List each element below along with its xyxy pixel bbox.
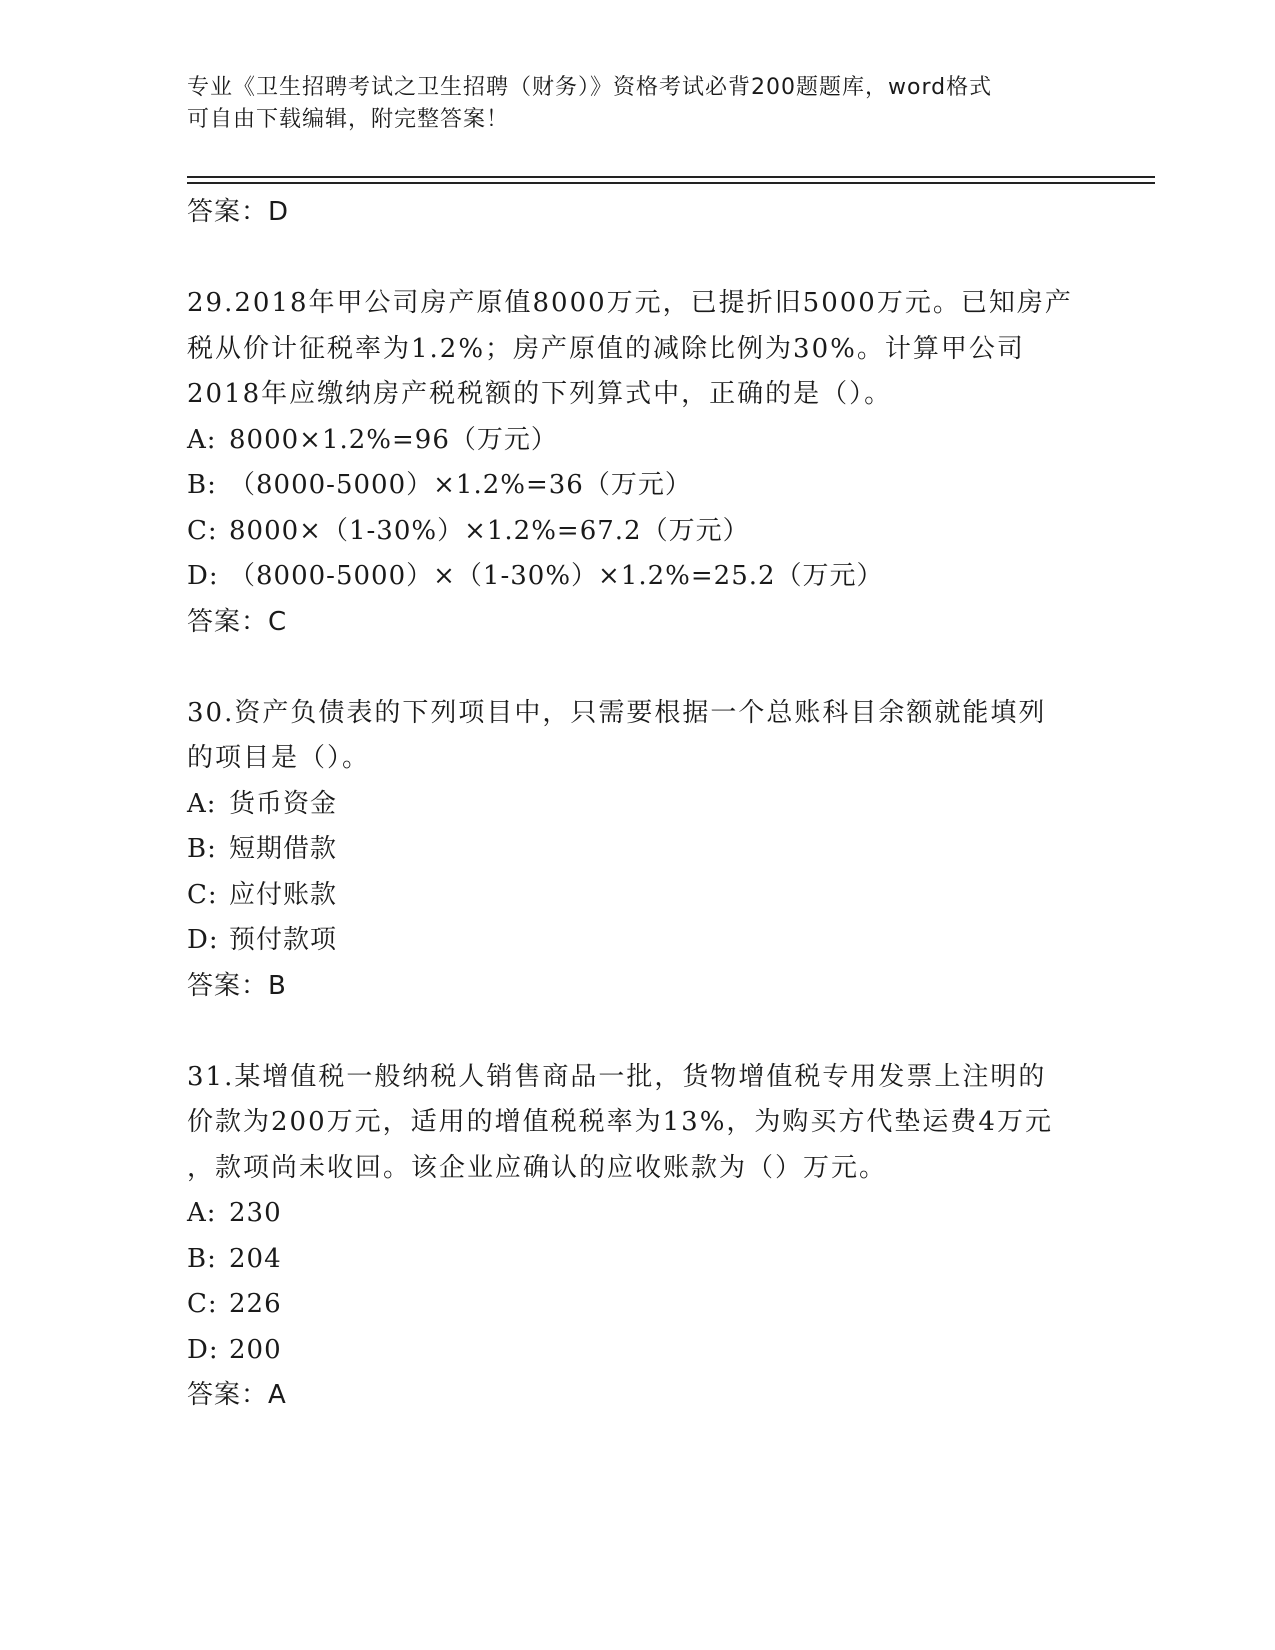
question-30 <box>187 691 1087 1009</box>
option-d <box>187 554 1087 600</box>
stem-line: 2018年应缴纳房产税税额的下列算式中，正确的是（）。 <box>187 379 893 409</box>
option-key: D: <box>187 925 219 955</box>
stem-line: 的项目是（）。 <box>187 743 371 773</box>
stem-line: 价款为200万元，适用的增值税税率为13%，为购买方代垫运费4万元 <box>187 1107 1053 1137</box>
option-key: A: <box>187 788 217 819</box>
option-text: （8000-5000）×1.2%=36（万元） <box>229 470 692 500</box>
option-key: B: <box>187 834 217 864</box>
option-text: 200 <box>229 1334 282 1365</box>
question-stem <box>187 281 1087 418</box>
option-b <box>187 463 1087 509</box>
option-text: （8000-5000）×（1-30%）×1.2%=25.2（万元） <box>229 561 884 591</box>
option-text: 预付款项 <box>229 925 338 955</box>
option-key: D: <box>187 561 219 591</box>
option-b <box>187 827 1087 873</box>
option-key: B: <box>187 1243 217 1274</box>
option-key: C: <box>187 879 218 910</box>
previous-answer: 答案：D <box>187 197 290 227</box>
option-text: 230 <box>229 1198 282 1228</box>
question-list <box>187 190 1087 1418</box>
header-line-1: 专业《卫生招聘考试之卫生招聘（财务）》资格考试必背200题题库，word格式 <box>187 75 993 100</box>
option-key: A: <box>187 1198 217 1228</box>
option-d <box>187 918 1087 964</box>
option-key: B: <box>187 470 217 500</box>
question-answer: 答案：A <box>187 1380 287 1410</box>
question-answer: 答案：B <box>187 970 287 1001</box>
question-stem <box>187 691 1087 782</box>
option-text: 8000×（1-30%）×1.2%=67.2（万元） <box>229 515 750 546</box>
stem-line: ，款项尚未收回。该企业应确认的应收账款为（）万元。 <box>187 1152 888 1183</box>
option-key: A: <box>187 424 217 455</box>
option-text: 货币资金 <box>229 788 338 819</box>
question-29 <box>187 281 1087 645</box>
option-b <box>187 1237 1087 1283</box>
header-line-2: 可自由下载编辑，附完整答案！ <box>187 107 510 132</box>
option-text: 226 <box>229 1289 282 1319</box>
option-text: 应付账款 <box>229 879 338 910</box>
header-rule-top <box>187 176 1155 178</box>
document-header <box>187 72 1067 136</box>
spacer <box>187 645 1087 691</box>
stem-line: 29.2018年甲公司房产原值8000万元，已提折旧5000万元。已知房产 <box>187 288 1073 318</box>
option-d <box>187 1328 1087 1374</box>
option-key: C: <box>187 1289 218 1319</box>
option-text: 8000×1.2%=96（万元） <box>229 424 558 455</box>
stem-line: 税从价计征税率为1.2%；房产原值的减除比例为30%。计算甲公司 <box>187 333 1025 364</box>
stem-line: 31.某增值税一般纳税人销售商品一批，货物增值税专用发票上注明的 <box>187 1061 1047 1092</box>
option-c <box>187 873 1087 919</box>
spacer <box>187 1009 1087 1055</box>
option-text: 短期借款 <box>229 834 338 864</box>
option-c <box>187 509 1087 555</box>
spacer <box>187 235 1087 281</box>
option-a <box>187 782 1087 828</box>
question-stem <box>187 1055 1087 1192</box>
option-a <box>187 418 1087 464</box>
question-answer: 答案：C <box>187 606 288 637</box>
option-text: 204 <box>229 1243 282 1274</box>
header-rule-bottom <box>187 182 1155 184</box>
option-key: D: <box>187 1334 219 1365</box>
option-key: C: <box>187 515 218 546</box>
option-a <box>187 1191 1087 1237</box>
question-31 <box>187 1055 1087 1419</box>
stem-line: 30.资产负债表的下列项目中，只需要根据一个总账科目余额就能填列 <box>187 697 1047 728</box>
option-c <box>187 1282 1087 1328</box>
